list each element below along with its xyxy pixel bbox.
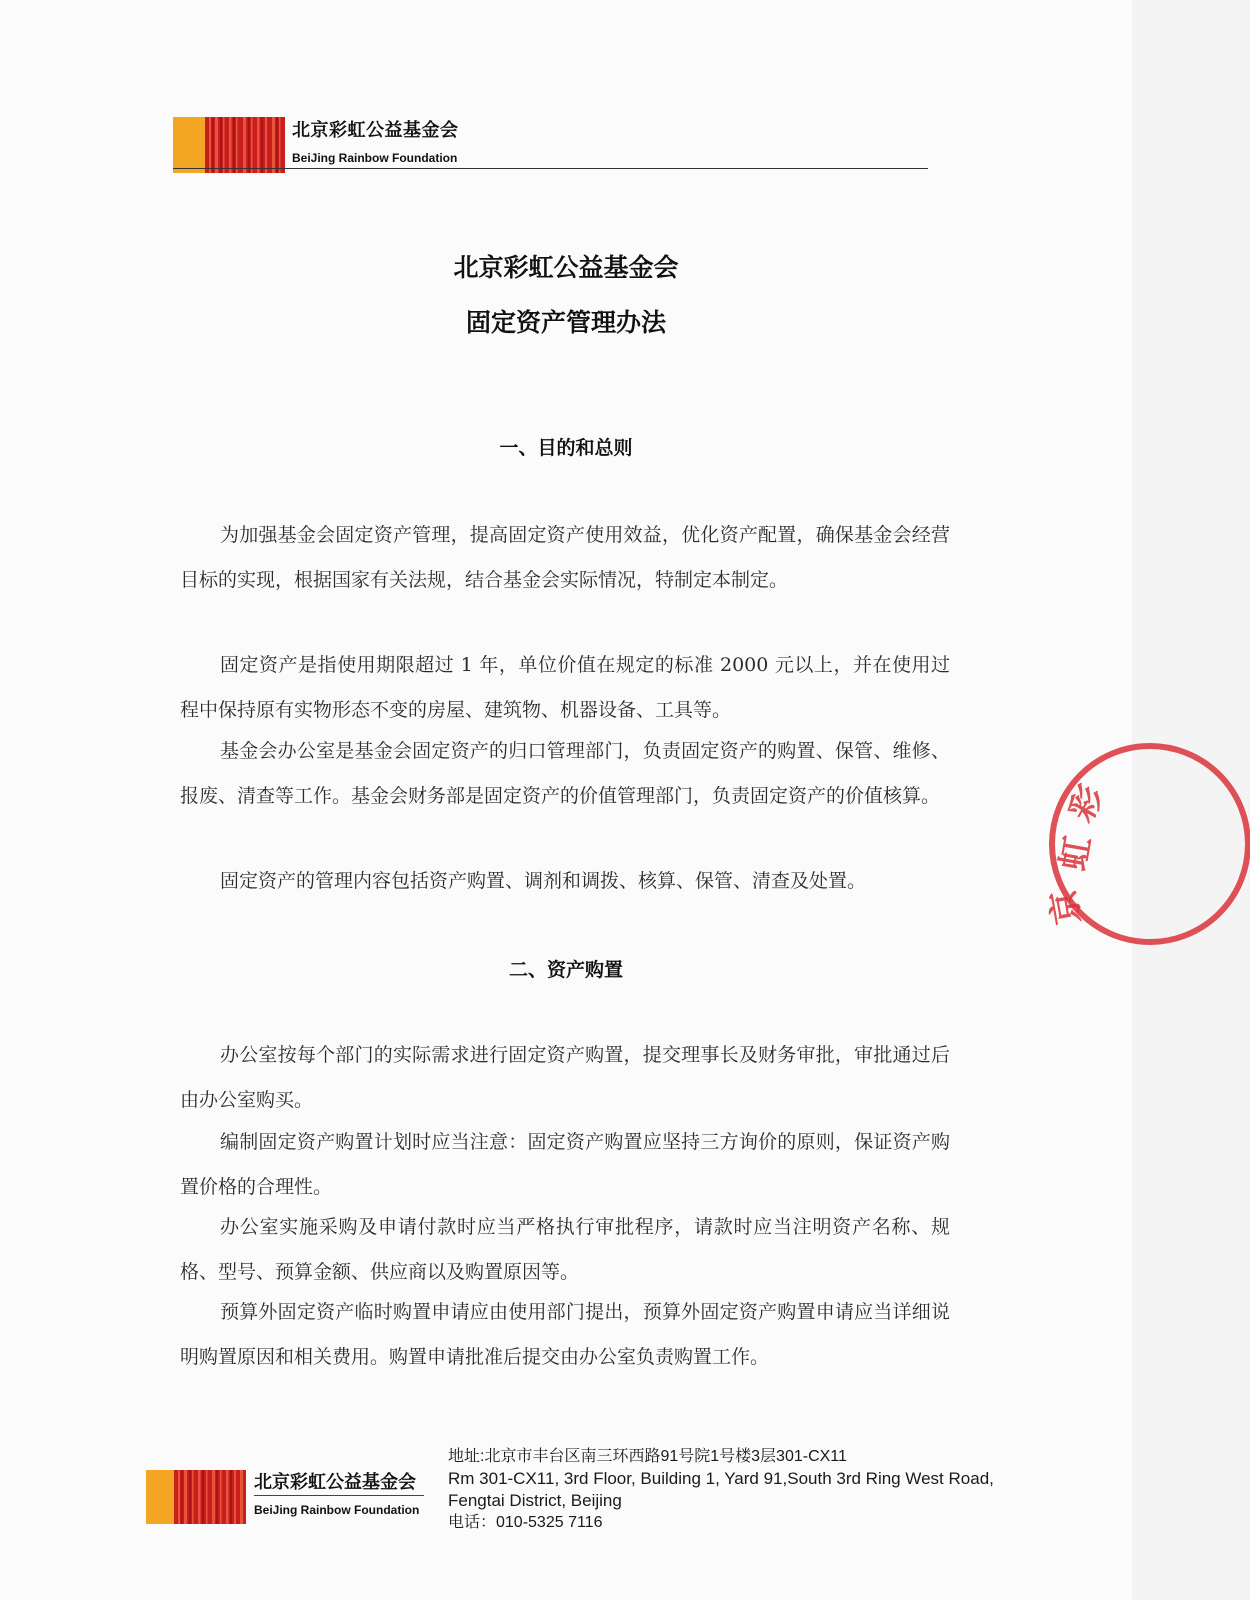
footer-org-name-cn: 北京彩虹公益基金会 xyxy=(254,1472,416,1493)
document-title-line2: 固定资产管理办法 xyxy=(465,308,666,337)
footer-address-en-line1: Rm 301-CX11, 3rd Floor, Building 1, Yard 91,South 3rd Ring West Road, xyxy=(448,1469,994,1488)
footer-contact-block xyxy=(448,1446,994,1534)
paragraph: 办公室按每个部门的实际需求进行固定资产购置，提交理事长及财务审批，审批通过后由办公室购买。 xyxy=(180,1044,950,1111)
official-seal-stamp-icon xyxy=(1043,732,1250,956)
paragraph: 为加强基金会固定资产管理，提高固定资产使用效益，优化资产配置，确保基金会经营目标的实现，根据国家有关法规，结合基金会实际情况，特制定本制定。 xyxy=(180,524,950,591)
paragraph: 基金会办公室是基金会固定资产的归口管理部门，负责固定资产的购置、保管、维修、报废、清查等工作。基金会财务部是固定资产的价值管理部门，负责固定资产的价值核算。 xyxy=(180,740,950,807)
section-heading: 一、目的和总则 xyxy=(499,437,633,459)
paragraph: 预算外固定资产临时购置申请应由使用部门提出，预算外固定资产购置申请应当详细说明购置原因和相关费用。购置申请批准后提交由办公室负责购置工作。 xyxy=(180,1301,950,1368)
footer-phone: 电话：010-5325 7116 xyxy=(448,1514,603,1531)
footer-divider xyxy=(254,1495,424,1496)
paragraph: 固定资产是指使用期限超过 1 年，单位价值在规定的标准 2000 元以上，并在使用过程中保持原有实物形态不变的房屋、建筑物、机器设备、工具等。 xyxy=(180,654,950,721)
header-divider xyxy=(173,168,928,169)
footer-address-en-line2: Fengtai District, Beijing xyxy=(448,1491,622,1510)
rainbow-logo-icon xyxy=(173,117,285,173)
paragraph: 办公室实施采购及申请付款时应当严格执行审批程序，请款时应当注明资产名称、规格、型号、预算金额、供应商以及购置原因等。 xyxy=(180,1216,950,1283)
footer-org-name-en: BeiJing Rainbow Foundation xyxy=(254,1503,420,1517)
paragraph: 固定资产的管理内容包括资产购置、调剂和调拨、核算、保管、清查及处置。 xyxy=(220,870,867,892)
svg-text:京: 京 xyxy=(1043,886,1089,928)
svg-text:彩: 彩 xyxy=(1061,779,1113,829)
svg-text:虹: 虹 xyxy=(1053,833,1099,874)
header-org-name-en: BeiJing Rainbow Foundation xyxy=(292,151,458,165)
paragraph: 编制固定资产购置计划时应当注意：固定资产购置应坚持三方询价的原则，保证资产购置价格的合理性。 xyxy=(180,1131,950,1198)
footer-address-cn: 地址:北京市丰台区南三环西路91号院1号楼3层301-CX11 xyxy=(448,1448,847,1465)
header-org-name-cn: 北京彩虹公益基金会 xyxy=(292,120,459,141)
document-title-line1: 北京彩虹公益基金会 xyxy=(453,253,679,282)
section-heading: 二、资产购置 xyxy=(508,959,623,981)
footer-rainbow-logo-icon xyxy=(146,1470,246,1524)
